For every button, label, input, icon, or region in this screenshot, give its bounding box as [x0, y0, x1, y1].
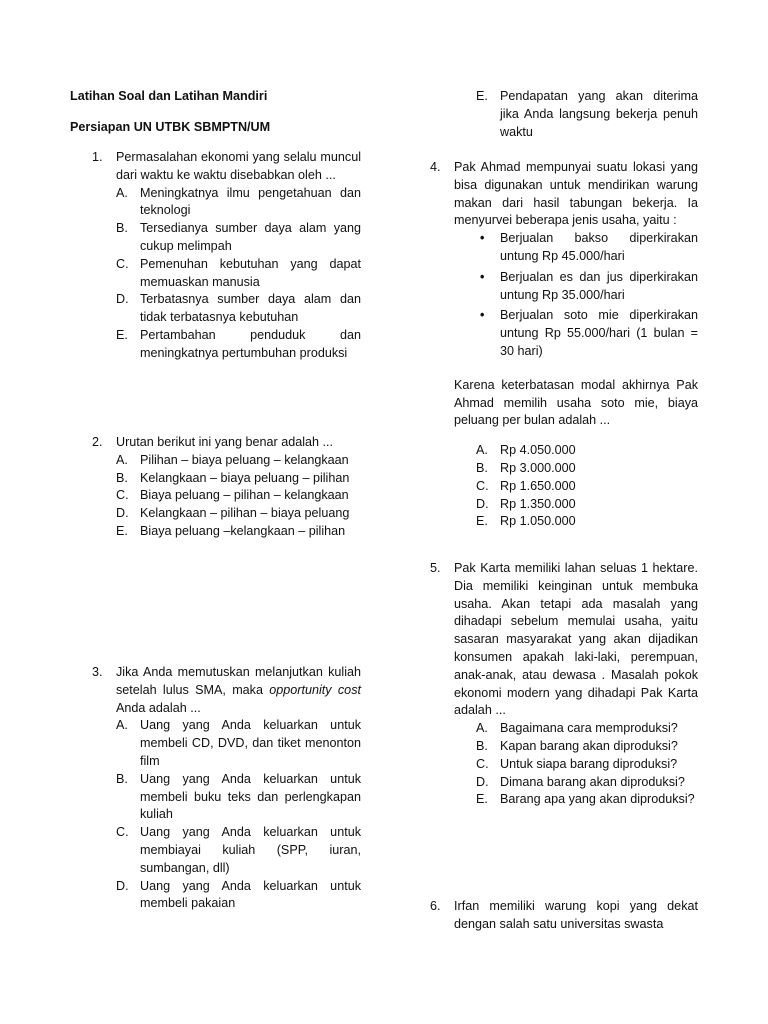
- option-a: [116, 185, 361, 221]
- option-text: Kelangkaan – biaya peluang – pilihan: [140, 470, 350, 485]
- question-number: 5.: [430, 561, 441, 575]
- question-5: [430, 560, 698, 809]
- option-c: [116, 256, 361, 292]
- option-text: Pemenuhan kebutuhan yang dapat memuaskan manusia: [140, 256, 361, 289]
- question-number: 6.: [430, 899, 441, 913]
- option-e: [476, 513, 698, 531]
- option-text: Meningkatnya ilmu pengetahuan dan teknologi: [140, 185, 361, 218]
- option-text: Uang yang Anda keluarkan untuk membeli buku teks dan perlengkapan kuliah: [140, 771, 361, 822]
- question-1: [70, 149, 361, 363]
- question-number: 3.: [92, 665, 103, 679]
- question-text-italic: opportunity cost: [269, 682, 361, 697]
- option-letter: A.: [476, 443, 488, 458]
- option-a: [116, 717, 361, 770]
- option-letter: A.: [116, 718, 128, 733]
- option-d: [116, 505, 361, 523]
- option-text: Rp 1.050.000: [500, 514, 576, 529]
- question-number: 2.: [92, 435, 103, 449]
- bullet-text: Berjualan soto mie diperkirakan untung Rp 55.000/hari (1 bulan = 30 hari): [500, 308, 698, 358]
- option-letter: C.: [116, 256, 129, 271]
- option-letter: D.: [116, 506, 129, 521]
- option-letter: E.: [116, 327, 128, 342]
- option-b: [116, 771, 361, 824]
- question-followup: Karena keterbatasan modal akhirnya Pak Ahmad memilih usaha soto mie, biaya peluang per bulan adalah ...: [454, 377, 698, 428]
- option-text: Uang yang Anda keluarkan untuk membeli CD, DVD, dan tiket menonton film: [140, 718, 361, 768]
- bullet-item: • Berjualan soto mie diperkirakan untung Rp 55.000/hari (1 bulan = 30 hari): [480, 308, 698, 358]
- option-text: Biaya peluang – pilihan – kelangkaan: [140, 488, 349, 503]
- option-letter: C.: [476, 756, 489, 771]
- question-6: [430, 898, 698, 934]
- option-letter: A.: [116, 452, 128, 467]
- option-letter: E.: [476, 514, 488, 529]
- option-text: Terbatasnya sumber daya alam dan tidak terbatasnya kebutuhan: [140, 292, 361, 325]
- option-c: [116, 487, 361, 505]
- option-letter: C.: [476, 478, 489, 493]
- question-text: Jika Anda memutuskan melanjutkan kuliah setelah lulus SMA, maka opportunity cost Anda adalah ...: [116, 665, 361, 715]
- option-letter: B.: [476, 460, 488, 475]
- option-e: [476, 88, 698, 141]
- option-text: Barang apa yang akan diproduksi?: [500, 792, 695, 807]
- option-letter: E.: [476, 89, 488, 103]
- option-text: Rp 1.650.000: [500, 478, 576, 493]
- option-b: [116, 220, 361, 256]
- option-b: [116, 470, 361, 488]
- option-text: Bagaimana cara memproduksi?: [500, 721, 678, 736]
- option-letter: A.: [116, 185, 128, 200]
- option-text: Tersedianya sumber daya alam yang cukup melimpah: [140, 221, 361, 253]
- option-text: Rp 1.350.000: [500, 496, 576, 511]
- option-text: Rp 3.000.000: [500, 460, 576, 475]
- option-text: Untuk siapa barang diproduksi?: [500, 756, 678, 771]
- option-letter: D.: [476, 774, 489, 789]
- option-c: [116, 824, 361, 877]
- option-c: [476, 478, 698, 496]
- option-text: Kelangkaan – pilihan – biaya peluang: [140, 506, 350, 521]
- option-d: [116, 878, 361, 914]
- option-d: [476, 774, 698, 792]
- document-subtitle: Persiapan UN UTBK SBMPTN/UM: [70, 120, 271, 134]
- option-text: Biaya peluang –kelangkaan – pilihan: [140, 523, 346, 538]
- option-letter: B.: [476, 738, 488, 753]
- option-letter: C.: [116, 825, 129, 840]
- question-text: Pak Karta memiliki lahan seluas 1 hektare. Dia memiliki keinginan untuk membuka usaha. Akan tetapi ada masalah yang dihadapi sebelum memulai usaha, yaitu sasaran masyarakat yang akan dijadikan konsumen apakah laki-laki, perempuan, anak-anak, atau dewasa . Masalah pokok ekonomi modern yang dihadapi Pak Karta adalah ...: [454, 561, 698, 718]
- question-text: Urutan berikut ini yang benar adalah ...: [116, 435, 334, 449]
- question-3: [70, 664, 361, 913]
- option-text: Uang yang Anda keluarkan untuk membiayai kuliah (SPP, iuran, sumbangan, dll): [140, 825, 361, 875]
- question-text: Irfan memiliki warung kopi yang dekat dengan salah satu universitas swasta: [454, 899, 698, 931]
- bullet-item: • Berjualan bakso diperkirakan untung Rp 45.000/hari: [480, 231, 698, 263]
- option-e: [116, 327, 361, 363]
- option-text: Kapan barang akan diproduksi?: [500, 738, 678, 753]
- option-letter: E.: [116, 523, 128, 538]
- bullet-text: Berjualan bakso diperkirakan untung Rp 45.000/hari: [500, 231, 698, 263]
- option-text: Uang yang Anda keluarkan untuk membeli pakaian: [140, 878, 361, 911]
- bullet-item: • Berjualan es dan jus diperkirakan untung Rp 35.000/hari: [480, 269, 698, 302]
- option-letter: C.: [116, 488, 129, 503]
- option-d: [116, 291, 361, 327]
- question-4: [430, 159, 698, 531]
- option-text: Dimana barang akan diproduksi?: [500, 774, 685, 789]
- option-letter: A.: [476, 721, 488, 736]
- option-letter: D.: [476, 496, 489, 511]
- option-text: Pendapatan yang akan diterima jika Anda langsung bekerja penuh waktu: [500, 89, 698, 139]
- option-text: Pilihan – biaya peluang – kelangkaan: [140, 452, 349, 467]
- option-b: [476, 460, 698, 478]
- option-letter: B.: [116, 771, 128, 786]
- option-d: [476, 496, 698, 514]
- question-text: Permasalahan ekonomi yang selalu muncul dari waktu ke waktu disebabkan oleh ...: [116, 150, 361, 182]
- option-text: Pertambahan penduduk dan meningkatnya pertumbuhan produksi: [140, 327, 361, 360]
- option-a: [476, 720, 698, 738]
- option-e: [476, 791, 698, 809]
- bullet-text: Berjualan es dan jus diperkirakan untung Rp 35.000/hari: [500, 269, 698, 302]
- option-c: [476, 756, 698, 774]
- option-a: [476, 442, 698, 460]
- question-number: 4.: [430, 160, 441, 174]
- option-letter: E.: [476, 792, 488, 807]
- document-title: Latihan Soal dan Latihan Mandiri: [70, 89, 268, 103]
- question-2: [70, 434, 361, 541]
- option-letter: D.: [116, 292, 129, 307]
- option-text: Rp 4.050.000: [500, 443, 576, 458]
- option-letter: B.: [116, 470, 128, 485]
- question-number: 1.: [92, 150, 103, 164]
- question-3-continued: [476, 88, 698, 141]
- option-letter: B.: [116, 221, 128, 236]
- option-b: [476, 738, 698, 756]
- option-a: [116, 452, 361, 470]
- option-e: [116, 523, 361, 541]
- option-letter: D.: [116, 878, 129, 893]
- question-text: Pak Ahmad mempunyai suatu lokasi yang bisa digunakan untuk mendirikan warung makan dari hasil tabungan bekerja. Ia menyurvei beberapa jenis usaha, yaitu :: [454, 160, 698, 228]
